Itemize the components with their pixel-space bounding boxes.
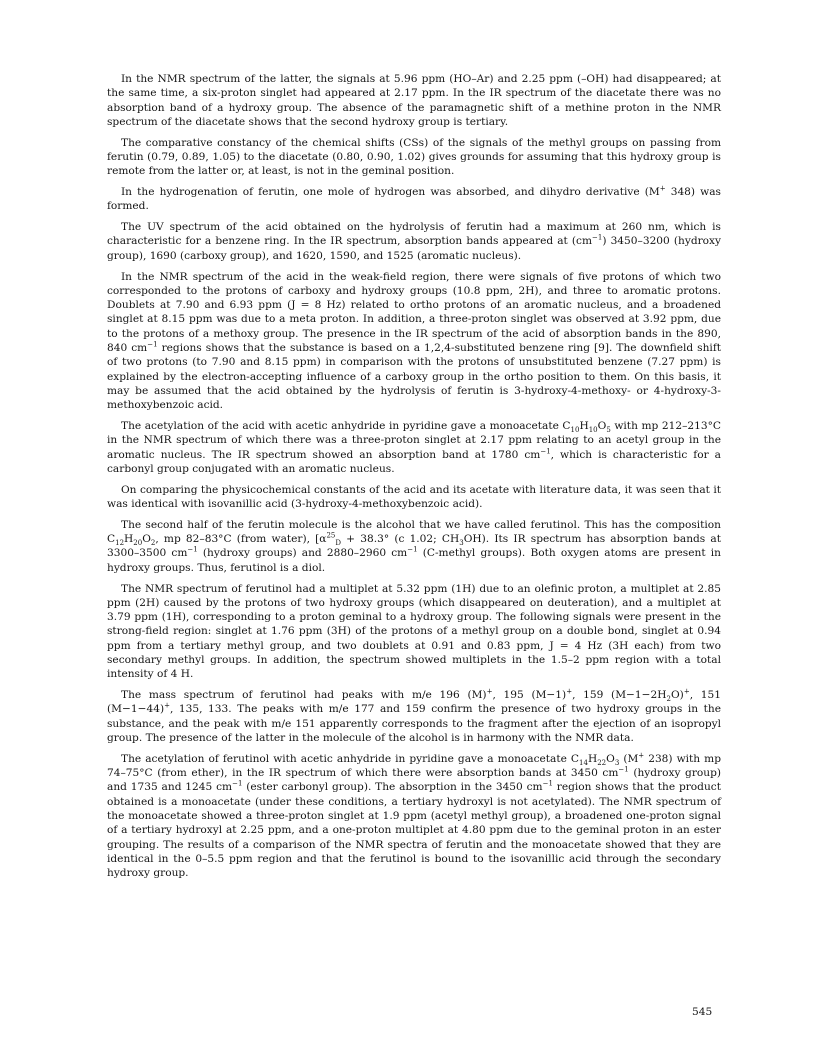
text-run: (M — [619, 752, 639, 765]
body-text — [107, 72, 721, 887]
text-run: In the NMR spectrum of the acid in the weak-field region, there were signals of five protons of which two corresponded to the protons of carboxy and hydroxy groups (10.8 ppm, 2H), and three to aromatic protons. Doublets at 7.90 and 6.93 ppm (J = 8 Hz) related to ortho protons of an aromatic nucleus, and a broadened singlet at 8.15 ppm was due to a meta proton. In addition, a three-proton singlet was observed at 3.92 ppm, due to the protons of a methoxy group. The presence in the IR spectrum of the acid of absorption bands in the 890, 840 cm — [107, 270, 721, 355]
subscript: D — [335, 539, 341, 548]
superscript: 25 — [326, 531, 336, 540]
superscript: + — [683, 687, 690, 696]
text-run: , 159 (M−1−2H — [572, 689, 667, 702]
text-run: H — [579, 420, 589, 433]
subscript: 10 — [570, 426, 580, 435]
subscript: 2 — [666, 695, 671, 704]
paragraph-nmr-ferutinol — [107, 582, 721, 682]
text-run: , mp 82–83°C (from water), [α — [155, 533, 327, 546]
subscript: 10 — [588, 426, 598, 435]
text-run: region shows that the product obtained is a monoacetate (under these conditions, a tertiary hydroxyl is not acetylated). The NMR spectrum of the monoacetate showed a three-proton singlet at 1.9 ppm (acetyl methyl group), a broadened one-proton signal of a tertiary hydroxyl at 2.25 ppm, and a one-proton multiplet at 4.80 ppm due to the geminal proton in an ester grouping. The results of a comparison of the NMR spectra of ferutin and the monoacetate showed that they are identical in the 0–5.5 ppm region and that the ferutinol is bound to the isovanillic acid through the secondary hydroxy group. — [107, 781, 721, 880]
text-run: regions shows that the substance is based on a 1,2,4-substituted benzene ring [9]. The downfield shift of two protons (to 7.90 and 8.15 ppm) in comparison with the protons of unsubstituted benzene (7.27 ppm) is explained by the electron-accepting influence of a carboxy group in the ortho position to them. On this basis, it may be assumed that the acid obtained by the hydrolysis of ferutin is 3-hydroxy-4-methoxy- or 4-hydroxy-3-methoxybenzoic acid. — [107, 342, 721, 412]
superscript: −1 — [618, 765, 629, 774]
text-run: The mass spectrum of ferutinol had peaks with m/e 196 (M) — [121, 689, 487, 702]
superscript: −1 — [232, 779, 243, 788]
text-run: , 151 (M−1−44) — [107, 689, 721, 716]
text-run: In the hydrogenation of ferutin, one mole of hydrogen was absorbed, and dihydro derivative (M — [121, 186, 660, 199]
subscript: 14 — [579, 758, 588, 767]
paragraph-ferutinol — [107, 518, 721, 575]
text-run: O — [142, 533, 151, 546]
paragraph-acid-acetylation — [107, 419, 721, 476]
text-run: The acetylation of ferutinol with acetic anhydride in pyridine gave a monoacetate C — [121, 752, 580, 765]
paragraph-isovanillic-acid — [107, 483, 721, 512]
text-run: (hydroxy group) and 1735 and 1245 cm — [107, 767, 722, 794]
text-run: The NMR spectrum of ferutinol had a multiplet at 5.32 ppm (1H) due to an olefinic proton, a multiplet at 2.85 ppm (2H) caused by the protons of two hydroxy groups (which disappeared on deuteration), and a multiplet at 3.79 ppm (1H), corresponding to a proton geminal to a hydroxy group. The following signals were present in the strong-field region: singlet at 1.76 ppm (3H) of the protons of a methyl group on a double bond, singlet at 0.94 ppm from a tertiary methyl group, and two doublets at 0.91 and 0.83 ppm, J = 4 Hz (3H each) from two secondary methyl groups. In addition, the spectrum showed multiplets in the 1.5–2 ppm region with a total intensity of 4 H. — [107, 582, 721, 681]
subscript: 3 — [459, 539, 464, 548]
subscript: 3 — [614, 758, 620, 767]
text-run: O) — [670, 689, 684, 702]
subscript: 5 — [606, 426, 611, 435]
subscript: 22 — [597, 758, 607, 767]
text-run: The acetylation of the acid with acetic anhydride in pyridine gave a monoacetate C — [121, 420, 571, 433]
text-run: H — [587, 752, 598, 765]
text-run: 238) with mp 74–75°C (from ether), in the IR spectrum of which there were absorption bands at 3450 cm — [107, 752, 721, 780]
text-run: The UV spectrum of the acid obtained on the hydrolysis of ferutin had a maximum at 260 nm, which is characteristic for a benzene ring. In the IR spectrum, absorption bands appeared at (cm — [107, 221, 721, 248]
text-run: (ester carbonyl group). The absorption in the 3450 cm — [242, 781, 543, 794]
superscript: −1 — [592, 233, 603, 242]
paragraph-ferutinol-acetylation — [107, 752, 721, 881]
superscript: + — [486, 687, 493, 696]
text-run: with mp 212–213°C in the NMR spectrum of which there was a three-proton singlet at 2.17 ppm relating to an acetyl group in the aromatic nucleus. The IR spectrum showed an absorption band at 1780 cm — [107, 420, 721, 461]
paragraph-chemical-shifts — [107, 136, 721, 179]
superscript: −1 — [542, 779, 553, 788]
page-number: 545 — [692, 1006, 713, 1018]
text-run: , 195 (M−1) — [492, 689, 567, 702]
subscript: 12 — [115, 539, 125, 548]
text-run: 348) was formed. — [107, 186, 721, 213]
superscript: + — [638, 751, 645, 760]
text-run: OH). Its IR spectrum has absorption bands at 3300–3500 cm — [107, 533, 721, 560]
text-run: , which is characteristic for a carbonyl group conjugated with an aromatic nucleus. — [107, 448, 721, 475]
text-run: , 135, 133. The peaks with m/e 177 and 159 confirm the presence of two hydroxy groups in the substance, and the peak with m/e 151 apparently corresponds to the fragment after the ejection of an isopropyl group. The presence of the latter in the molecule of the alcohol is in harmony with the NMR data. — [107, 703, 721, 744]
superscript: + — [164, 701, 170, 710]
paragraph-uv-ir-acid — [107, 220, 721, 263]
paragraph-diacetate-nmr — [107, 72, 721, 129]
superscript: −1 — [147, 340, 158, 349]
superscript: + — [659, 184, 666, 193]
paragraph-mass-spectrum — [107, 688, 721, 745]
text-run: The comparative constancy of the chemical shifts (CSs) of the signals of the methyl groups on passing from ferutin (0.79, 0.89, 1.05) to the diacetate (0.80, 0.90, 1.02) gives grounds for assuming that this hydroxy group is remote from the latter or, at least, is not in the geminal position. — [107, 136, 721, 178]
text-run: ) 3450–3200 (hydroxy group), 1690 (carboxy group), and 1620, 1590, and 1525 (aromatic nucleus). — [107, 235, 722, 262]
superscript: −1 — [540, 447, 551, 456]
text-run: On comparing the physicochemical constants of the acid and its acetate with literature data, it was seen that it was identical with isovanillic acid (3-hydroxy-4-methoxybenzoic acid). — [107, 483, 721, 511]
superscript: −1 — [407, 545, 418, 554]
superscript: −1 — [187, 545, 198, 554]
subscript: 2 — [150, 539, 156, 548]
text-run: (C-methyl groups). Both oxygen atoms are present in hydroxy groups. Thus, ferutinol is a diol. — [107, 547, 721, 574]
paragraph-hydrogenation — [107, 185, 721, 214]
subscript: 20 — [133, 539, 143, 548]
text-run: The second half of the ferutin molecule is the alcohol that we have called ferutinol. This has the composition C — [107, 518, 721, 546]
paragraph-nmr-acid — [107, 270, 721, 413]
text-run: + 38.3° (c 1.02; CH — [341, 533, 460, 546]
text-run: (hydroxy groups) and 2880–2960 cm — [197, 547, 408, 560]
text-run: O — [606, 752, 615, 765]
text-run: O — [597, 420, 607, 433]
text-run: In the NMR spectrum of the latter, the signals at 5.96 ppm (HO–Ar) and 2.25 ppm (–OH) had disappeared; at the same time, a six-proton singlet had appeared at 2.17 ppm. In the IR spectrum of the diacetate there was no absorption band of a hydroxy group. The absence of the paramagnetic shift of a methine proton in the NMR spectrum of the diacetate shows that the second hydroxy group is tertiary. — [107, 73, 721, 128]
text-run: H — [124, 533, 134, 546]
superscript: + — [566, 687, 573, 696]
